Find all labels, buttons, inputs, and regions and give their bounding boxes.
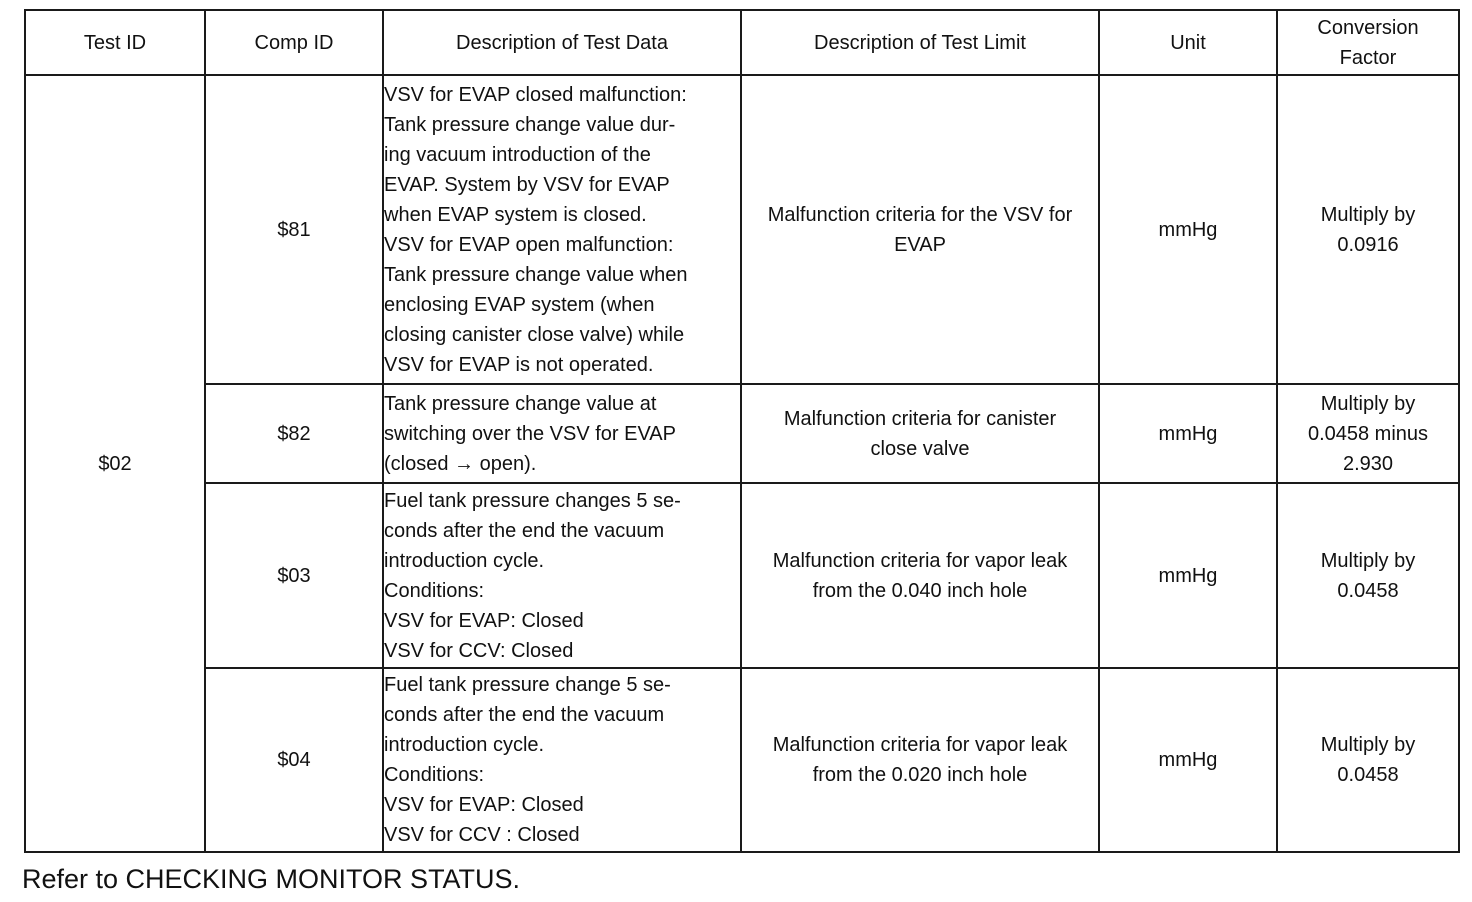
description-line: Fuel tank pressure change 5 se- <box>384 674 671 696</box>
limit-line: from the 0.020 inch hole <box>812 764 1028 786</box>
description-cell <box>383 668 741 852</box>
table-header-row <box>25 10 1459 75</box>
comp-id-cell: $03 <box>205 483 383 668</box>
description-line: closing canister close valve) while <box>384 323 685 346</box>
description-line: conds after the end the vacuum <box>384 704 665 726</box>
conversion-factor-cell <box>1277 668 1459 852</box>
description-line: VSV for CCV : Closed <box>384 824 580 846</box>
unit-cell: mmHg <box>1099 75 1277 384</box>
description-line: EVAP. System by VSV for EVAP <box>384 173 670 196</box>
description-line: conds after the end the vacuum <box>384 519 665 542</box>
description-cell <box>383 384 741 483</box>
factor-line: Multiply by <box>1320 734 1416 756</box>
description-line: VSV for EVAP is not operated. <box>384 353 654 376</box>
factor-line: Multiply by <box>1320 392 1416 415</box>
test-id-cell: $02 <box>25 75 205 852</box>
factor-line: 0.0458 <box>1337 579 1399 602</box>
unit-cell: mmHg <box>1099 384 1277 483</box>
comp-id-cell: $04 <box>205 668 383 852</box>
limit-line: Malfunction criteria for canister <box>783 407 1057 430</box>
description-line: (closed → open). <box>384 452 537 475</box>
test-limit-cell <box>741 483 1099 668</box>
footer-note: Refer to CHECKING MONITOR STATUS. <box>22 864 521 894</box>
description-line: Conditions: <box>384 579 485 602</box>
limit-line: close valve <box>870 437 970 460</box>
description-line: switching over the VSV for EVAP <box>384 422 676 445</box>
table-row <box>25 384 1459 483</box>
description-line: VSV for EVAP: Closed <box>384 794 584 816</box>
description-line: enclosing EVAP system (when <box>384 293 655 316</box>
factor-line: Multiply by <box>1320 203 1416 226</box>
test-limit-cell <box>741 75 1099 384</box>
description-line: Fuel tank pressure changes 5 se- <box>384 489 681 512</box>
unit-cell: mmHg <box>1099 483 1277 668</box>
description-line: VSV for EVAP closed malfunction: <box>384 83 687 106</box>
header-unit: Unit <box>1099 10 1277 75</box>
description-line: introduction cycle. <box>384 549 545 572</box>
header-comp-id: Comp ID <box>205 10 383 75</box>
header-conversion-line-2: Factor <box>1339 46 1397 69</box>
limit-line: Malfunction criteria for the VSV for <box>767 203 1073 226</box>
description-line: Conditions: <box>384 764 485 786</box>
header-description-test-data: Description of Test Data <box>383 10 741 75</box>
limit-line: from the 0.040 inch hole <box>812 579 1028 602</box>
limit-line: Malfunction criteria for vapor leak <box>772 549 1068 572</box>
header-test-id: Test ID <box>25 10 205 75</box>
conversion-factor-cell <box>1277 483 1459 668</box>
table-row <box>25 483 1459 668</box>
description-line: introduction cycle. <box>384 734 545 756</box>
description-line: when EVAP system is closed. <box>384 203 647 226</box>
conversion-factor-cell <box>1277 384 1459 483</box>
factor-line: 0.0458 <box>1337 764 1399 786</box>
factor-line: Multiply by <box>1320 549 1416 572</box>
description-line: VSV for CCV: Closed <box>384 639 574 662</box>
factor-line: 2.930 <box>1342 452 1394 475</box>
monitor-result-table <box>24 9 1460 853</box>
description-line: Tank pressure change value at <box>384 392 657 415</box>
description-line: ing vacuum introduction of the <box>384 143 651 166</box>
header-conversion-line-1: Conversion <box>1317 16 1419 39</box>
factor-line: 0.0916 <box>1337 233 1399 256</box>
description-cell <box>383 483 741 668</box>
header-conversion-factor <box>1277 10 1459 75</box>
conversion-factor-cell <box>1277 75 1459 384</box>
header-description-test-limit: Description of Test Limit <box>741 10 1099 75</box>
description-line: VSV for EVAP open malfunction: <box>384 233 674 256</box>
description-cell <box>383 75 741 384</box>
limit-line: EVAP <box>894 233 946 256</box>
table-row <box>25 668 1459 852</box>
table-row <box>25 75 1459 384</box>
unit-cell: mmHg <box>1099 668 1277 852</box>
test-limit-cell <box>741 384 1099 483</box>
test-limit-cell <box>741 668 1099 852</box>
comp-id-cell: $82 <box>205 384 383 483</box>
factor-line: 0.0458 minus <box>1307 422 1429 445</box>
limit-line: Malfunction criteria for vapor leak <box>772 734 1068 756</box>
description-line: Tank pressure change value when <box>384 263 688 286</box>
comp-id-cell: $81 <box>205 75 383 384</box>
description-line: Tank pressure change value dur- <box>384 113 676 136</box>
description-line: VSV for EVAP: Closed <box>384 609 584 632</box>
